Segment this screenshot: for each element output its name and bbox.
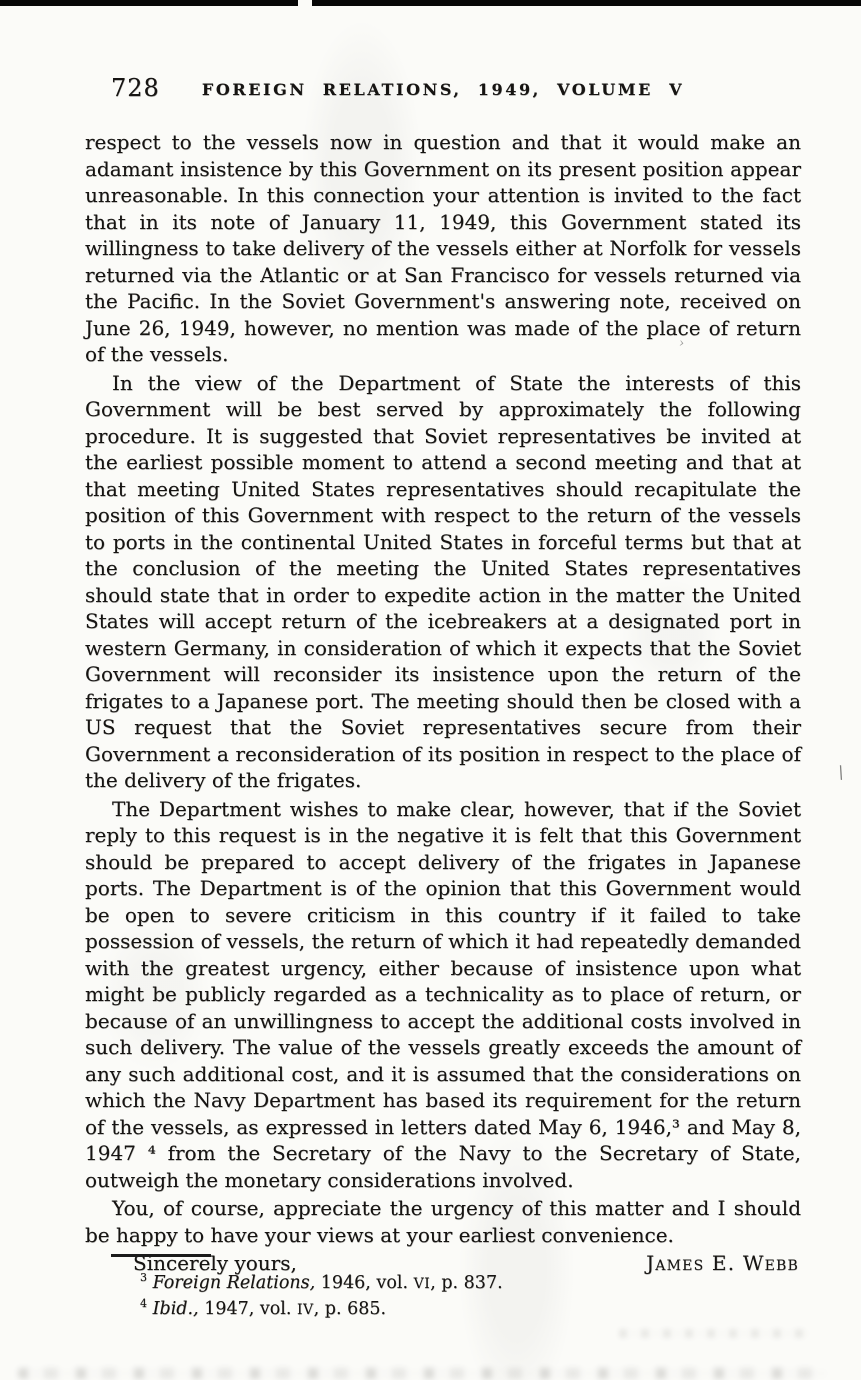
footnote-text: , p. 837. — [430, 1273, 503, 1293]
scan-smudge-artifact — [619, 1329, 809, 1338]
footnote-source-title: Foreign Relations, — [152, 1273, 316, 1293]
paragraph-1: respect to the vessels now in question and that it would make an adamant insistence by this Government on its present position appear unreasonable. In this connection your attention is invited to the fact that in its note of January 11, 1949, this Government stated its willingness to take delivery of the vessels either at Norfolk for vessels returned via the Atlantic or at San Francisco for vessels returned via the Pacific. In the Soviet Government's answering note, received on June 26, 1949, however, no mention was made of the place of return of the vessels. — [85, 130, 801, 366]
page-header — [85, 74, 801, 102]
document-body — [85, 129, 801, 1277]
running-head: FOREIGN RELATIONS, 1949, VOLUME V — [201, 80, 685, 99]
footnote-marker: 3 — [140, 1271, 147, 1285]
page-number: 728 — [111, 74, 160, 102]
scan-speck-artifact — [836, 763, 846, 784]
closing-salutation: Sincerely yours, — [133, 1251, 297, 1275]
paragraph-4: You, of course, appreciate the urgency of this matter and I should be happy to have your views at your earliest convenience. — [85, 1196, 801, 1247]
paragraph-3: The Department wishes to make clear, however, that if the Soviet reply to this request is in the negative it is felt that this Government should be prepared to accept delivery of the frigates in Japanese ports. The Department is of the opinion that this Government would be open to severe criticism in this country if it failed to take possession of vessels, the return of which it had repeatedly demanded with the greatest urgency, either because of insistence upon what might be publicly regarded as a technicality as to place of return, or because of an unwillingness to accept the additional costs involved in such delivery. The value of the vessels greatly exceeds the amount of any such additional cost, and it is assumed that the considerations on which the Navy Department has based its requirement for the return of the vessels, as expressed in letters dated May 6, 1946,³ and May 8, 1947 ⁴ from the Secretary of the Navy to the Secretary of State, outweigh the monetary considerations involved. — [85, 796, 801, 1192]
footnote-source-title: Ibid., — [152, 1298, 199, 1319]
scan-edge-artifact — [0, 0, 861, 6]
footnote-text: 1947, vol. — [198, 1298, 297, 1319]
footnote-volume: IV — [297, 1301, 314, 1318]
footnote-3 — [85, 1271, 801, 1297]
footnote-marker: 4 — [140, 1296, 147, 1310]
footnote-text: , p. 685. — [313, 1298, 387, 1319]
signature-name: James E. Webb — [646, 1251, 799, 1275]
footnote-4 — [85, 1297, 801, 1323]
scan-smudge-artifact — [18, 1368, 828, 1379]
footnote-text: 1946, vol. — [315, 1273, 414, 1293]
footnotes-section — [85, 1254, 801, 1322]
paragraph-2: In the view of the Department of State the interests of this Government will be best served by approximately the following procedure. It is suggested that Soviet representatives be invited at the earliest possible moment to attend a second meeting and that at that meeting United States representatives should recapitulate the position of this Government with respect to the return of the vessels to ports in the continental United States in forceful terms but that at the conclusion of the meeting the United States representatives should state that in order to expedite action in the matter the United States will accept return of the icebreakers at a designated port in western Germany, in consideration of which it expects that the Soviet Government will reconsider its insistence upon the return of the frigates to a Japanese port. The meeting should then be closed with a US request that the Soviet representatives secure from their Government a reconsideration of its position in respect to the place of the delivery of the frigates. — [85, 370, 801, 792]
footnote-separator-rule — [111, 1254, 211, 1257]
footnote-volume: VI — [413, 1276, 431, 1292]
